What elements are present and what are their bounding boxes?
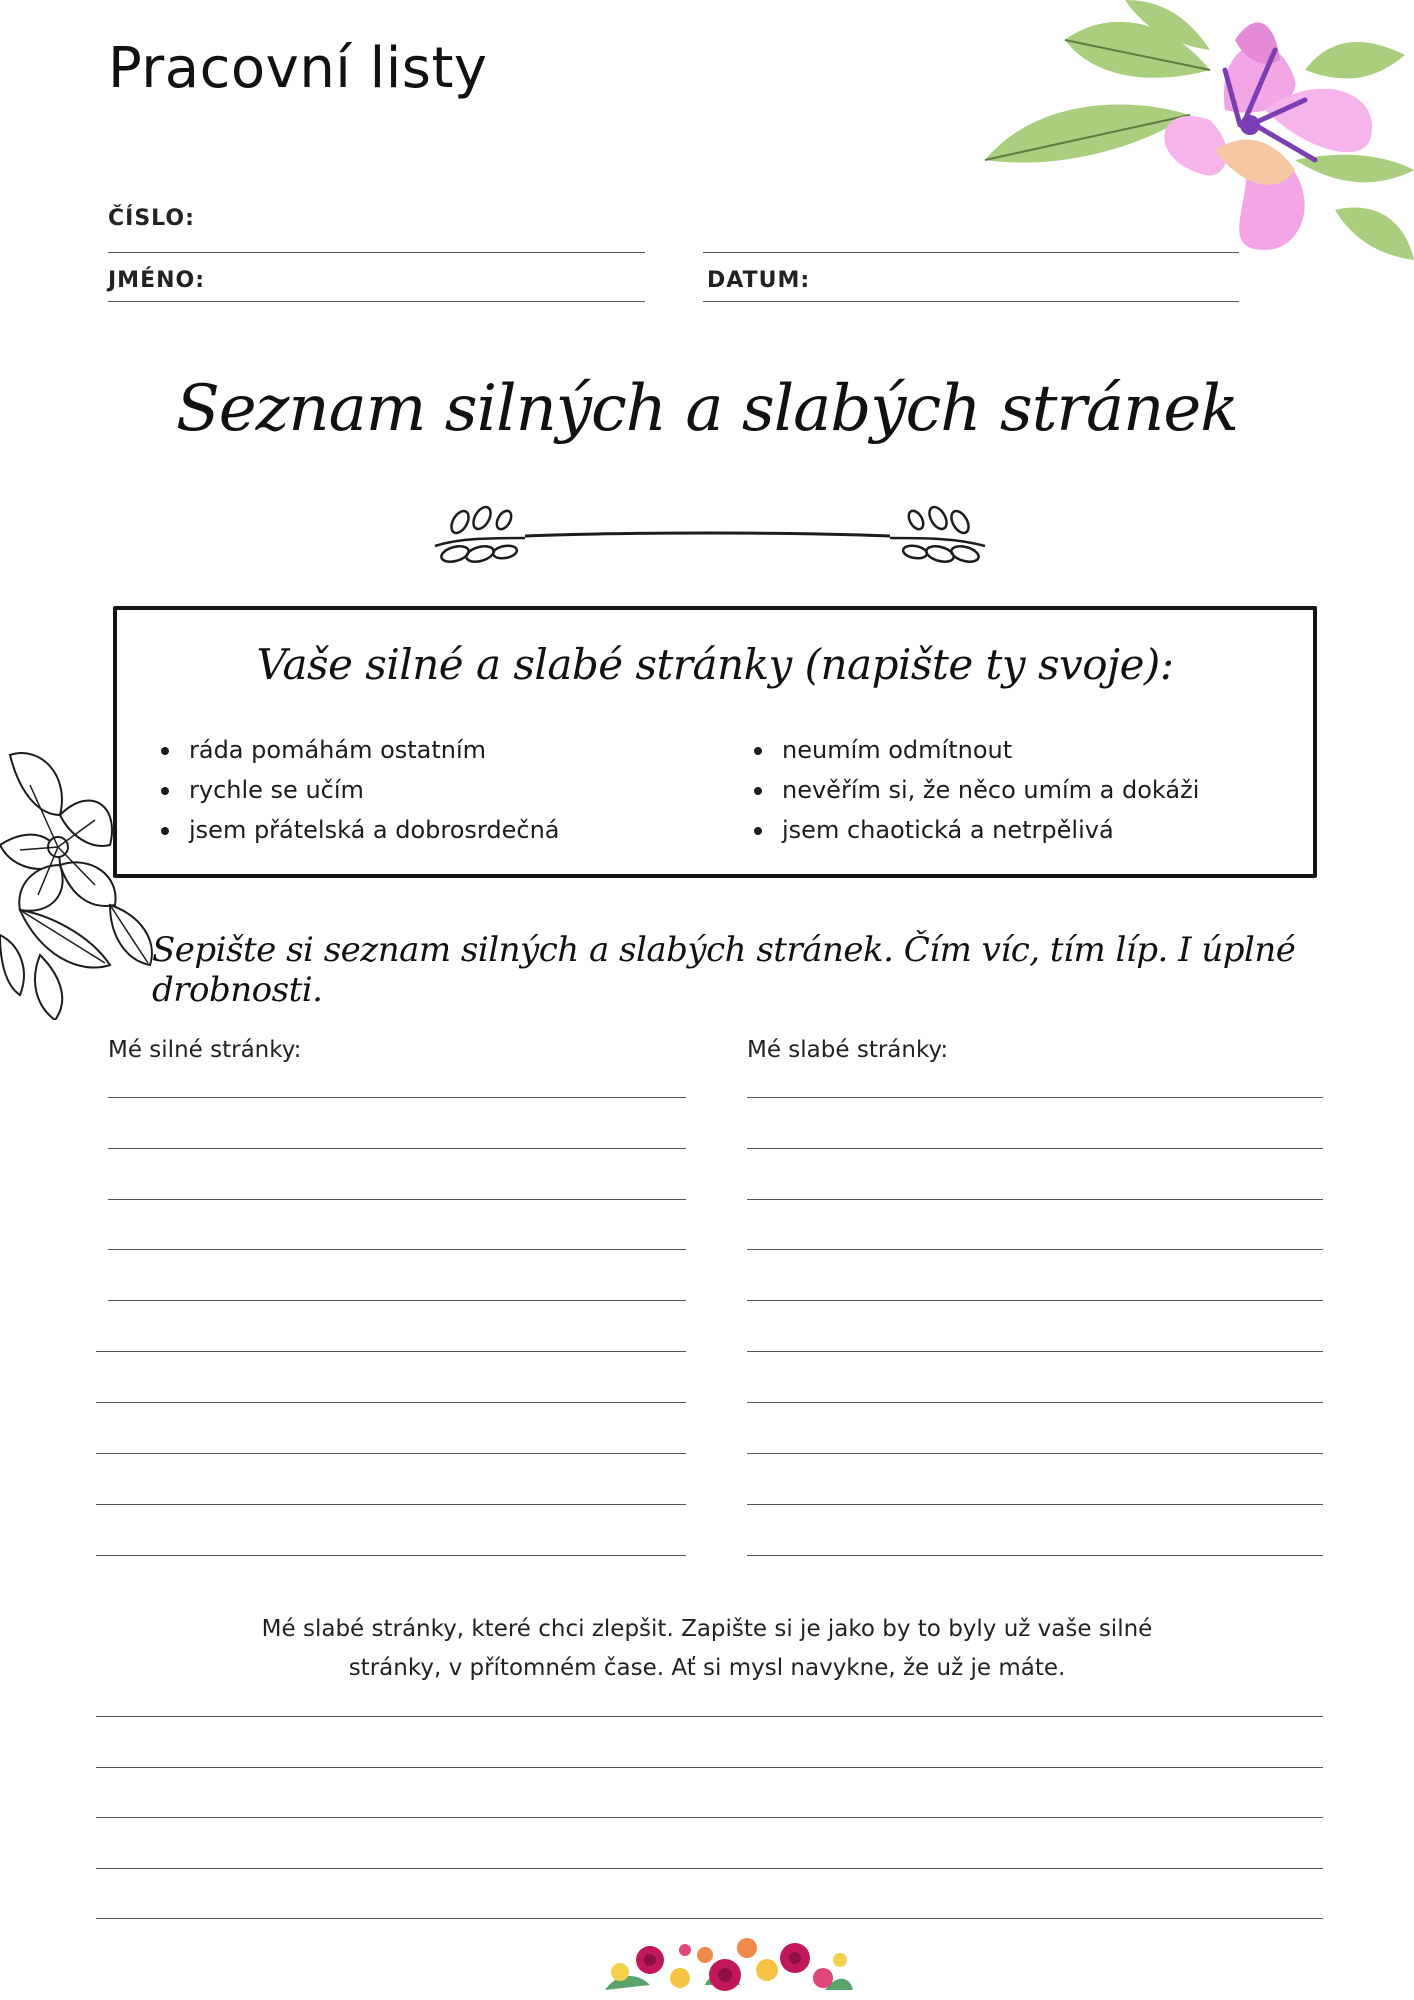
number-label: ČÍSLO: <box>108 206 195 231</box>
laurel-divider <box>430 488 990 568</box>
name-line[interactable] <box>108 301 645 302</box>
writing-line[interactable] <box>96 1767 1323 1768</box>
writing-line[interactable] <box>96 1868 1323 1869</box>
writing-line[interactable] <box>747 1402 1323 1403</box>
example-box-heading: Vaše silné a slabé stránky (napište ty svoje): <box>256 640 1174 689</box>
number-line[interactable] <box>108 252 645 253</box>
name-label: JMÉNO: <box>108 268 206 293</box>
writing-line[interactable] <box>747 1148 1323 1149</box>
date-line[interactable] <box>703 301 1239 302</box>
list-item: ráda pomáhám ostatním <box>157 730 560 770</box>
improve-note-line-2: stránky, v přítomném čase. Ať si mysl navykne, že už je máte. <box>348 1655 1066 1681</box>
writing-line[interactable] <box>747 1504 1323 1505</box>
writing-line[interactable] <box>108 1097 686 1098</box>
list-item: rychle se učím <box>157 770 560 810</box>
writing-line[interactable] <box>96 1716 1323 1717</box>
main-heading: Seznam silných a slabých stránek <box>175 372 1239 446</box>
improve-note <box>0 1610 1414 1688</box>
flower-illustration-top <box>975 0 1414 265</box>
writing-line[interactable] <box>747 1249 1323 1250</box>
writing-line[interactable] <box>747 1453 1323 1454</box>
writing-line[interactable] <box>96 1402 686 1403</box>
writing-line[interactable] <box>108 1249 686 1250</box>
strengths-column-label: Mé silné stránky: <box>108 1037 302 1063</box>
bouquet-illustration-bottom <box>595 1930 855 2000</box>
page-title: Pracovní listy <box>108 36 488 101</box>
instruction-text: Sepište si seznam silných a slabých stránek. Čím víc, tím líp. I úplné drobnosti. <box>152 930 1296 1010</box>
writing-line[interactable] <box>747 1300 1323 1301</box>
writing-line[interactable] <box>108 1148 686 1149</box>
list-item: neumím odmítnout <box>750 730 1199 770</box>
writing-line[interactable] <box>96 1555 686 1556</box>
list-item: jsem přátelská a dobrosrdečná <box>157 810 560 850</box>
example-strengths-list <box>157 730 560 850</box>
writing-line[interactable] <box>96 1453 686 1454</box>
writing-line[interactable] <box>96 1351 686 1352</box>
writing-line[interactable] <box>747 1351 1323 1352</box>
weaknesses-column-label: Mé slabé stránky: <box>747 1037 949 1063</box>
writing-line[interactable] <box>108 1300 686 1301</box>
example-weaknesses-list <box>750 730 1199 850</box>
writing-line[interactable] <box>108 1199 686 1200</box>
list-item: jsem chaotická a netrpělivá <box>750 810 1199 850</box>
lineart-flower-left <box>0 735 160 1020</box>
writing-line[interactable] <box>96 1504 686 1505</box>
writing-line[interactable] <box>96 1918 1323 1919</box>
example-box <box>113 606 1317 878</box>
writing-line[interactable] <box>96 1817 1323 1818</box>
list-item: nevěřím si, že něco umím a dokáži <box>750 770 1199 810</box>
writing-line[interactable] <box>747 1097 1323 1098</box>
date-label: DATUM: <box>707 268 811 293</box>
writing-line[interactable] <box>747 1555 1323 1556</box>
writing-line[interactable] <box>747 1199 1323 1200</box>
improve-note-line-1: Mé slabé stránky, které chci zlepšit. Zapište si je jako by to byly už vaše silné <box>261 1616 1153 1642</box>
